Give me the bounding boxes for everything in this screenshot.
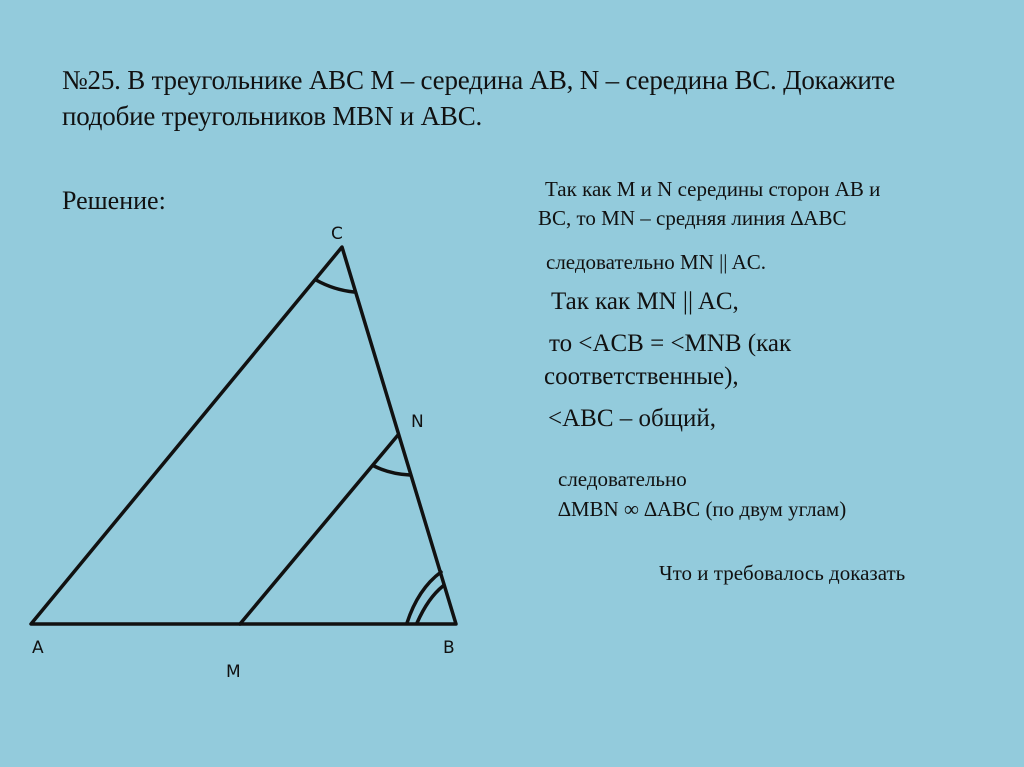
- vertex-label-a: A: [32, 638, 44, 658]
- proof-p2: следовательно MN || AC.: [546, 250, 766, 274]
- triangle-abc: [31, 247, 456, 624]
- proof-p3: Так как MN || AC,: [551, 288, 739, 315]
- proof-p1-line2: BC, то MN – средняя линия ∆ABC: [538, 206, 847, 230]
- proof-p4-line2: соответственные),: [544, 363, 739, 390]
- proof-p6-line2: ∆MBN ∞ ∆ABC (по двум углам): [558, 497, 847, 521]
- qed-statement: Что и требовалось доказать: [659, 561, 906, 585]
- vertex-label-c: C: [331, 224, 343, 244]
- problem-line-2: подобие треугольников MBN и ABC.: [62, 101, 483, 131]
- angle-arc-n: [374, 466, 410, 475]
- angle-arc-b-outer: [407, 572, 441, 623]
- proof-p5: <ABC – общий,: [548, 405, 716, 432]
- vertex-label-m: M: [226, 662, 241, 682]
- angle-arc-c: [316, 280, 354, 292]
- proof-p6-line1: следовательно: [558, 467, 687, 491]
- midline-mn: [240, 435, 398, 624]
- proof-p1-line1: Так как M и N середины сторон AB и: [545, 177, 881, 201]
- vertex-label-n: N: [411, 412, 424, 432]
- solution-heading: Решение:: [62, 186, 166, 215]
- vertex-label-b: B: [443, 638, 455, 658]
- problem-line-1: №25. В треугольнике ABC M – середина AB, N – середина BC. Докажите: [62, 65, 896, 95]
- proof-p4-line1: то <ACB = <MNB (как: [549, 330, 792, 357]
